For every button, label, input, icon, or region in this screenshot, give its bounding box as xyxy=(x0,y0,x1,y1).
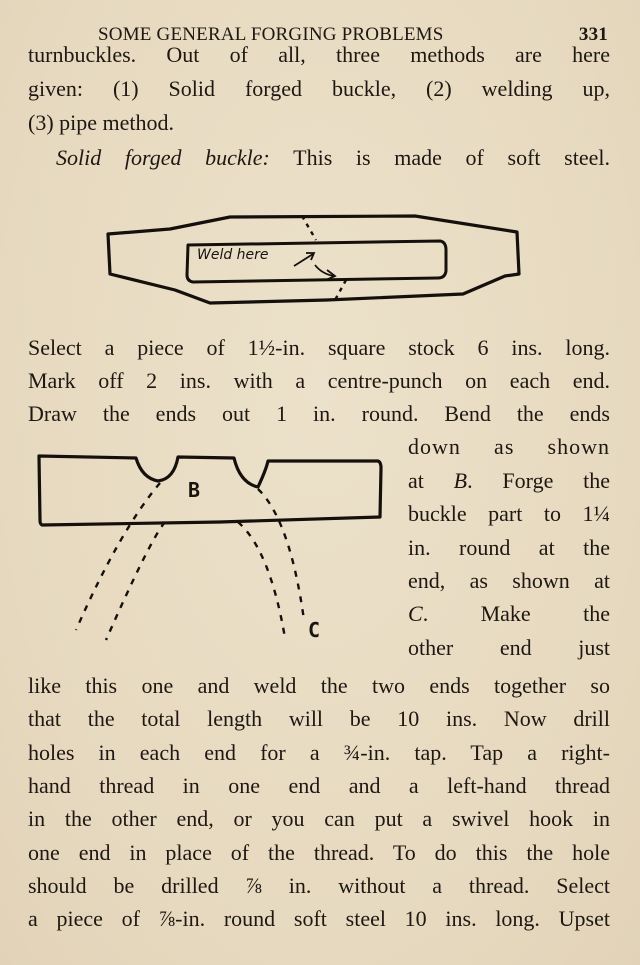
text-line: Draw the ends out 1 in. round. Bend the ends xyxy=(28,401,610,426)
chapter-title: SOME GENERAL FORGING PROBLEMS xyxy=(98,24,444,45)
text-line: like this one and weld the two ends together so xyxy=(28,673,610,698)
text-line: given: (1) Solid forged buckle, (2) welding up, xyxy=(28,76,610,101)
weld-here-label: Weld here xyxy=(197,247,269,263)
text-line: in the other end, or you can put a swivel hook in xyxy=(28,806,610,831)
italic-c: C xyxy=(408,601,423,626)
buckle-outline-figure xyxy=(95,205,545,320)
text-line: turnbuckles. Out of all, three methods are here xyxy=(28,42,610,67)
text-line: holes in each end for a ¾-in. tap. Tap a right- xyxy=(28,740,610,765)
text-line: (3) pipe method. xyxy=(28,110,175,135)
bent-bar-figure xyxy=(20,440,400,660)
italic-b: B xyxy=(453,468,468,493)
subheading-italic: Solid forged buckle: xyxy=(56,145,270,170)
text-line: in. round at the xyxy=(408,535,610,560)
text-line: should be drilled ⅞ in. without a thread. Select xyxy=(28,873,610,898)
figure-label-c: C xyxy=(308,618,321,642)
text-line: hand thread in one end and a left-hand thread xyxy=(28,773,610,798)
page-number: 331 xyxy=(578,24,608,45)
text-line: one end in place of the thread. To do this the hole xyxy=(28,840,610,865)
text-line-with-italic: C. Make the xyxy=(408,601,610,626)
text-line: down as shown xyxy=(408,434,610,459)
text-line: end, as shown at xyxy=(408,568,610,593)
subheading-rest: This is made of soft steel. xyxy=(293,145,610,170)
figure-label-b: B xyxy=(188,478,201,502)
text-line: Mark off 2 ins. with a centre-punch on each end. xyxy=(28,368,610,393)
text-line-with-italic: at B. Forge the xyxy=(408,468,610,493)
text-line: buckle part to 1¼ xyxy=(408,501,610,526)
text-line: other end just xyxy=(408,635,610,660)
text-line: Select a piece of 1½-in. square stock 6 ins. long. xyxy=(28,335,610,360)
text-line: that the total length will be 10 ins. Now drill xyxy=(28,706,610,731)
subheading-line xyxy=(56,141,610,174)
text-line: a piece of ⅞-in. round soft steel 10 ins. long. Upset xyxy=(28,906,610,931)
